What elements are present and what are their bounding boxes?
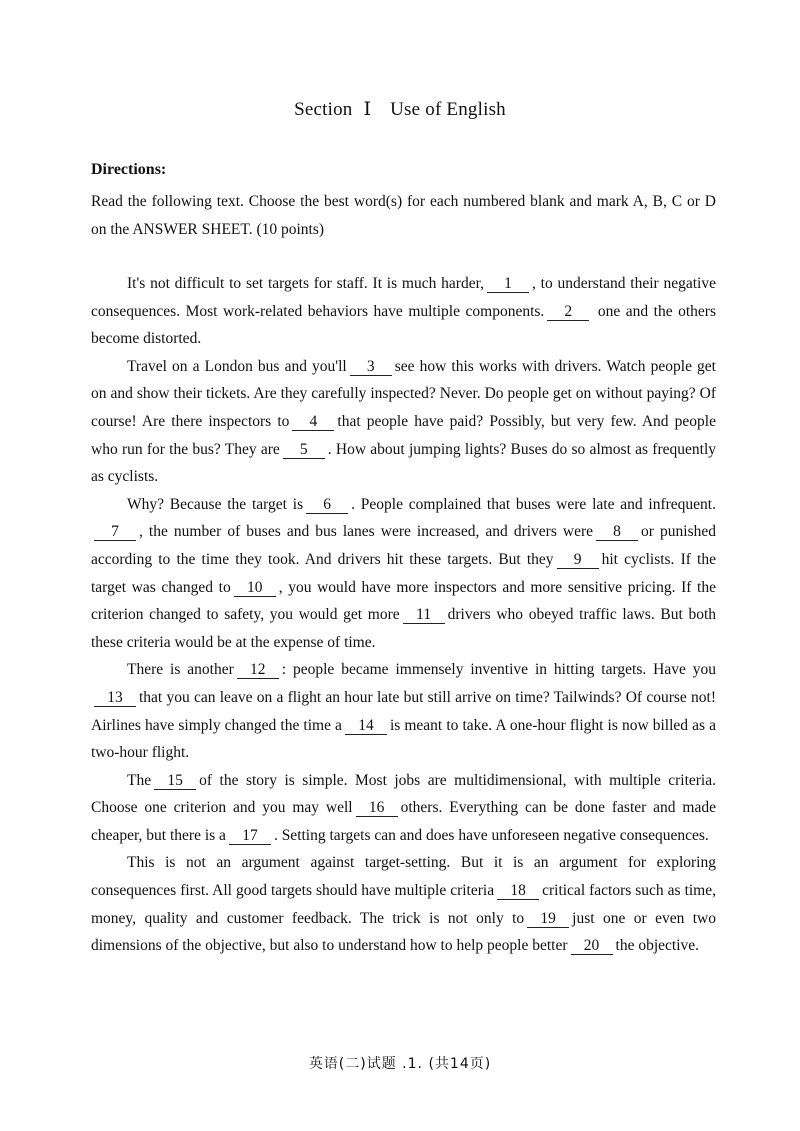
passage-paragraph-4 xyxy=(91,656,716,766)
passage-text: Why? Because the target is xyxy=(127,495,304,513)
section-name: Use of English xyxy=(390,99,506,120)
passage-text: . People complained that buses were late and infrequent. xyxy=(351,495,716,513)
blank-8: 8 xyxy=(596,523,638,541)
passage-text: . How about jumping lights? Buses do so almost as frequently as cyclists. xyxy=(91,440,717,486)
passage-text: There is another xyxy=(127,661,234,679)
passage-text: of the story is simple. Most jobs are multidimensional, with multiple criteria. Choose one criterion and you may well xyxy=(91,771,716,817)
passage-text: the objective. xyxy=(615,937,700,955)
passage-text: , you would have more inspectors and more sensitive pricing. If the criterion changed to safety, you would get more xyxy=(91,578,716,624)
passage-text: see how this works with drivers. Watch people get on and show their tickets. Are they carefully inspected? Never. Do people get on without paying? Of course! Are there inspectors to xyxy=(91,357,716,430)
passage-text: hit cyclists. If the target was changed to xyxy=(91,550,716,596)
passage-text: that you can leave on a flight an hour late but still arrive on time? Tailwinds? Of course not! Airlines have simply changed the time a xyxy=(91,688,716,734)
blank-17: 17 xyxy=(229,827,271,845)
blank-10: 10 xyxy=(234,579,276,597)
blank-16: 16 xyxy=(356,799,398,817)
passage-paragraph-3 xyxy=(91,491,716,657)
passage-text: others. Everything can be done faster and made cheaper, but there is a xyxy=(91,799,716,844)
passage-text: is meant to take. A one-hour flight is now billed as a two-hour flight. xyxy=(91,716,716,762)
blank-15: 15 xyxy=(154,772,196,790)
passage-text: : people became immensely inventive in hitting targets. Have you xyxy=(281,661,716,679)
blank-2: 2 xyxy=(547,303,589,321)
blank-20: 20 xyxy=(571,937,613,955)
passage-text: This is not an argument against target-setting. But it is an argument for exploring consequences first. All good targets should have multiple criteria xyxy=(91,854,716,900)
blank-6: 6 xyxy=(306,496,348,514)
passage-text: one and the others become distorted. xyxy=(91,302,716,348)
passage-text: critical factors such as time, money, quality and customer feedback. The trick is not only to xyxy=(91,882,716,927)
passage-paragraph-6 xyxy=(91,849,716,959)
blank-9: 9 xyxy=(557,551,599,569)
blank-18: 18 xyxy=(497,882,539,900)
section-label: Section xyxy=(294,99,353,120)
blank-4: 4 xyxy=(292,413,334,431)
passage-text: drivers who obeyed traffic laws. But both these criteria would be at the expense of time. xyxy=(91,606,717,651)
blank-14: 14 xyxy=(345,717,387,735)
blank-11: 11 xyxy=(403,606,445,624)
blank-13: 13 xyxy=(94,689,136,707)
blank-3: 3 xyxy=(350,358,392,376)
passage-text: or punished according to the time they took. And drivers hit these targets. But they xyxy=(91,523,716,568)
passage-text: , the number of buses and bus lanes were increased, and drivers were xyxy=(139,523,594,541)
directions-label: Directions: xyxy=(91,161,167,178)
passage-paragraph-1 xyxy=(91,270,716,353)
passage-text: that people have paid? Possibly, but very few. And people who run for the bus? They are xyxy=(91,412,716,458)
passage-text: , to understand their negative consequences. Most work-related behaviors have multiple components. xyxy=(91,275,716,320)
section-numeral: Ⅰ xyxy=(363,99,372,120)
passage-text: . Setting targets can and does have unforeseen negative consequences. xyxy=(273,826,709,844)
section-title xyxy=(0,98,800,121)
page-footer: 英语(二)试题 .1. (共14页) xyxy=(308,1056,492,1072)
passage-text: The xyxy=(127,771,152,789)
blank-7: 7 xyxy=(94,523,136,541)
blank-1: 1 xyxy=(487,275,529,293)
passage-text: just one or even two dimensions of the objective, but also to understand how to help people better xyxy=(91,909,716,955)
blank-5: 5 xyxy=(283,441,325,459)
passage xyxy=(91,270,716,960)
blank-19: 19 xyxy=(527,910,569,928)
passage-paragraph-5 xyxy=(91,767,716,850)
passage-paragraph-2 xyxy=(91,353,716,491)
passage-text: Travel on a London bus and you'll xyxy=(127,357,347,375)
blank-12: 12 xyxy=(237,661,279,679)
directions-text: Read the following text. Choose the best word(s) for each numbered blank and mark A, B, C or D on the ANSWER SHEET. (10 points) xyxy=(91,193,716,238)
passage-text: It's not difficult to set targets for staff. It is much harder, xyxy=(127,275,484,292)
